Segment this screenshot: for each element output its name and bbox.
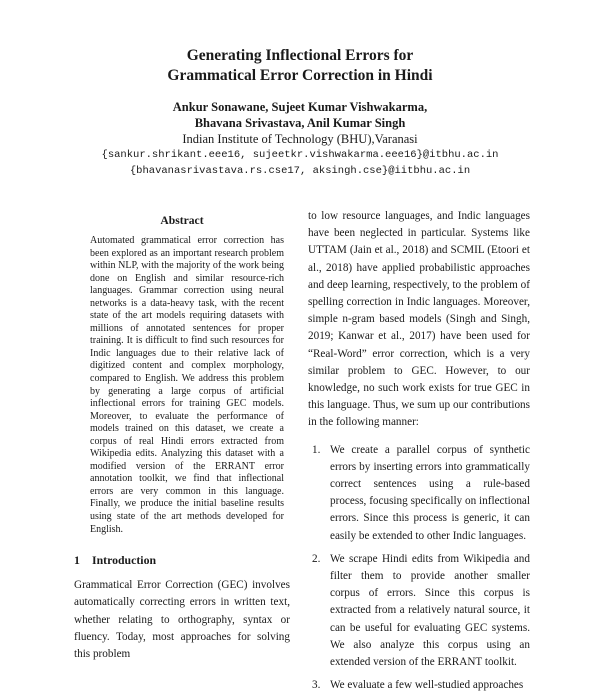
- list-item: [308, 442, 530, 545]
- list-marker: 2.: [312, 552, 321, 565]
- authors-line-2: Bhavana Srivastava, Anil Kumar Singh: [194, 116, 406, 130]
- right-column: [308, 210, 530, 700]
- section-title: Introduction: [92, 553, 157, 568]
- related-work-paragraph: to low resource languages, and Indic languages have been neglected in particular. Systems like UTTAM (Jain et al., 2018) and SCMIL (Etoori et al., 2018) have applied probabilistic approaches and deep learning, respectively, to the problem of spelling correction in Indic languages. Moreover, simple n-gram based models (Singh and Singh, 2019; Kanwar et al., 2017) have been used for “Real-Word” error correction, which is a very similar problem to GEC. However, to our knowledge, no such work exists for true GEC in this language. Thus, we sum up our contributions in the following manner:: [308, 210, 530, 429]
- list-item-text: We scrape Hindi edits from Wikipedia and filter them to provide another smaller corpus of errors. Since this corpus is extracted from a relatively natural source, it can be useful for evaluating GEC systems. We also analyze this corpus using an extended version of the ERRANT toolkit.: [330, 552, 530, 669]
- email-line-1: {sankur.shrikant.eee16, sujeetkr.vishwakarma.eee16}@itbhu.ac.in: [101, 149, 499, 161]
- introduction-paragraph: Grammatical Error Correction (GEC) involves automatically correcting errors in written text, whether relating to orthography, syntax or fluency. Today, most approaches for solving this problem: [74, 579, 290, 660]
- section-number: 1: [74, 553, 80, 568]
- abstract-heading: Abstract: [160, 214, 204, 227]
- paper-header: [0, 46, 600, 179]
- title-line-1: Generating Inflectional Errors for: [186, 47, 414, 64]
- title-line-2: Grammatical Error Correction in Hindi: [167, 67, 433, 84]
- affiliation: Indian Institute of Technology (BHU),Varanasi: [182, 132, 418, 146]
- list-marker: 3.: [312, 679, 321, 692]
- list-item-text: We create a parallel corpus of synthetic errors by inserting errors into grammatically correct sentences using a rule-based process, focusing specifically on inflectional errors. Since this process is generic, it can easily be extended to other Indic languages.: [330, 443, 530, 542]
- author-list: [0, 99, 600, 131]
- list-item: [308, 551, 530, 671]
- list-marker: 1.: [312, 443, 321, 456]
- contributions-list: [308, 442, 530, 695]
- list-item-text: We evaluate a few well-studied approaches: [330, 679, 524, 692]
- paper-title: [0, 46, 600, 86]
- section-heading-introduction: [74, 553, 290, 567]
- left-column: [74, 214, 290, 663]
- abstract-text: Automated grammatical error correction has been explored as an important research problem within NLP, with the majority of the work being done on English and similar resource-rich languages. Grammar correction using neural networks is a data-heavy task, with the recent state of the art models requiring datasets with millions of annotated sentences for proper training. It is difficult to find such resources for Indic languages due to their relative lack of digitized content and complex morphology, compared to English. We address this problem by generating a large corpus of artificial inflectional errors for training GEC models. Moreover, to evaluate the performance of models trained on this dataset, we create a corpus of real Hindi errors extracted from Wikipedia edits. Analyzing this dataset with a modified version of the ERRANT error annotation toolkit, we find that inflectional errors are very common in this language. Finally, we produce the initial baseline results using state of the art methods developed for English.: [90, 235, 284, 535]
- email-line-2: {bhavanasrivastava.rs.cse17, aksingh.cse}@iitbhu.ac.in: [129, 165, 471, 177]
- authors-line-1: Ankur Sonawane, Sujeet Kumar Vishwakarma,: [172, 100, 428, 114]
- list-item: [308, 677, 530, 694]
